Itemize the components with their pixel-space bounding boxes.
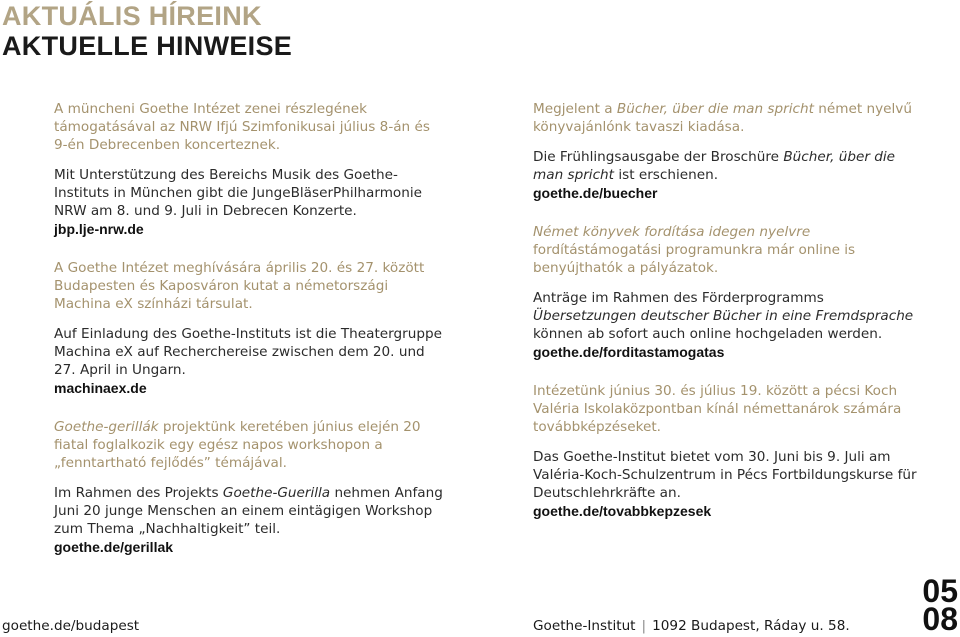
books-title-hu: Bücher, über die man spricht (616, 101, 814, 117)
title-hungarian: AKTUÁLIS HÍREINK (2, 1, 262, 31)
theatre-text-hu: A Goethe Intézet meghívására április 20. és 27. között Budapesten és Kaposváron kutat a németországi Machina eX színházi társulat. (54, 260, 425, 312)
news-item-translation (533, 223, 923, 361)
translation-text-de-pre: Anträge im Rahmen des Förderprogramms (533, 290, 824, 306)
right-column (533, 100, 923, 520)
footer-institute-name: Goethe-Institut (533, 618, 636, 634)
page-number-left: 05 (922, 573, 958, 609)
news-item-books (533, 100, 923, 202)
guerilla-text-hu (54, 418, 444, 472)
title-german: AKTUELLE HINWEISE (2, 31, 293, 61)
news-item-theatre (54, 259, 444, 397)
translation-link[interactable]: goethe.de/forditastamogatas (533, 344, 725, 360)
guerilla-project-name-hu: Goethe-gerillák (54, 419, 159, 435)
footer-address (533, 617, 850, 635)
books-text-hu-pre: Megjelent a (533, 101, 617, 117)
books-text-de (533, 148, 923, 184)
translation-program-hu: Német könyvek fordítása idegen nyelvre (533, 224, 811, 240)
concert-text-hu: A müncheni Goethe Intézet zenei részlegének támogatásával az NRW Ifjú Szimfonikusai július 8-án és 9-én Debrecenben koncerteznek. (54, 101, 430, 153)
theatre-text-de: Auf Einladung des Goethe-Instituts ist die Theatergruppe Machina eX auf Recherchereise zwischen dem 20. und 27. April in Ungarn. (54, 326, 442, 378)
page-number-right: 08 (922, 601, 958, 637)
books-text-hu-rest: német nyelvű könyvajánlónk tavaszi kiadása. (533, 101, 912, 135)
guerilla-text-de-pre: Im Rahmen des Projekts (54, 485, 223, 501)
concert-text-de: Mit Unterstützung des Bereichs Musik des Goethe-Instituts in München gibt die JungeBläserPhilharmonie NRW am 8. und 9. Juli in Debrecen Konzerte. (54, 167, 423, 219)
books-title-de: Bücher, über die man spricht (533, 149, 896, 183)
books-text-de-rest: ist erschienen. (614, 167, 719, 183)
guerilla-project-name-de: Goethe-Guerilla (222, 485, 331, 501)
translation-program-de: Übersetzungen deutscher Bücher in eine Fremdsprache (533, 308, 914, 324)
books-text-de-pre: Die Frühlingsausgabe der Broschüre (533, 149, 784, 165)
concert-link[interactable]: jbp.lje-nrw.de (54, 221, 144, 237)
news-item-guerilla (54, 418, 444, 556)
footer-separator: | (641, 618, 647, 634)
translation-text-hu (533, 223, 923, 277)
guerilla-text-hu-rest: projektünk keretében június elején 20 fiatal foglalkozik egy egész napos workshopon a „fenntartható fejlődés” témájával. (54, 419, 421, 471)
guerilla-text-de (54, 484, 444, 538)
translation-text-hu-rest: fordítástámogatási programunkra már online is benyújthatók a pályázatok. (533, 242, 856, 276)
news-item-concert (54, 100, 444, 238)
guerilla-link[interactable]: goethe.de/gerillak (54, 539, 174, 555)
guerilla-text-de-rest: nehmen Anfang Juni 20 junge Menschen an einem eintägigen Workshop zum Thema „Nachhaltigkeit” teil. (54, 485, 443, 537)
training-link[interactable]: goethe.de/tovabbkepzesek (533, 503, 712, 519)
translation-text-de (533, 289, 923, 343)
training-text-de: Das Goethe-Institut bietet vom 30. Juni bis 9. Juli am Valéria-Koch-Schulzentrum in Pécs Fortbildungskurse für Deutschlehrkräfte an. (533, 449, 917, 501)
left-column (54, 100, 444, 556)
news-item-training (533, 382, 923, 520)
training-text-hu: Intézetünk június 30. és július 19. között a pécsi Koch Valéria Iskolaközpontban kínál némettanárok számára továbbképzéseket. (533, 383, 902, 435)
footer-street-address: 1092 Budapest, Ráday u. 58. (652, 618, 850, 634)
translation-text-de-rest: können ab sofort auch online hochgeladen werden. (533, 326, 883, 342)
theatre-link[interactable]: machinaex.de (54, 380, 147, 396)
footer-website-link[interactable]: goethe.de/budapest (2, 618, 140, 634)
books-link[interactable]: goethe.de/buecher (533, 185, 658, 201)
books-text-hu (533, 100, 923, 136)
